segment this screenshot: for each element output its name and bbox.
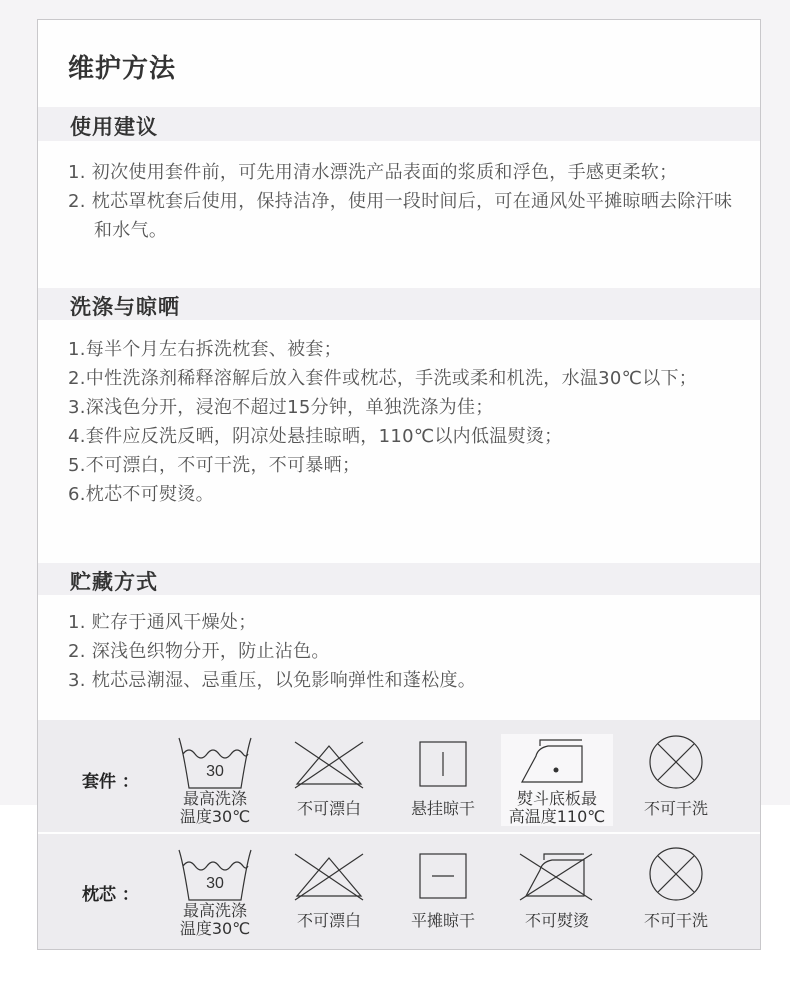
list-item: 3.深浅色分开，浸泡不超过15分钟，单独洗涤为佳； [68, 397, 494, 418]
wash-30-icon [175, 736, 255, 790]
no-dry-clean-icon [636, 846, 716, 902]
list-item: 3. 枕芯忌潮湿、忌重压，以免影响弹性和蓬松度。 [68, 670, 477, 691]
list-item: 5.不可漂白，不可干洗，不可暴晒； [68, 455, 361, 476]
symbol-no-iron [507, 850, 607, 930]
page-title: 维护方法 [68, 54, 177, 84]
symbol-iron-110 [501, 734, 613, 826]
symbol-caption: 温度30℃ [179, 919, 251, 938]
list-item: 1. 贮存于通风干燥处； [68, 612, 257, 633]
list-item: 1.每半个月左右拆洗枕套、被套； [68, 339, 342, 360]
wash-30-icon [175, 848, 255, 902]
symbol-caption: 熨斗底板最 [516, 789, 597, 808]
section-heading: 使用建议 [70, 115, 158, 139]
symbol-no-bleach [279, 738, 379, 818]
list-item: 2.中性洗涤剂稀释溶解后放入套件或枕芯，手洗或柔和机洗，水温30℃以下； [68, 368, 698, 389]
symbol-no-dry-clean [626, 846, 726, 930]
symbol-caption: 平摊晾干 [410, 911, 475, 930]
list-item: 1. 初次使用套件前，可先用清水漂洗产品表面的浆质和浮色，手感更柔软； [68, 162, 678, 183]
symbol-caption: 不可漂白 [296, 911, 361, 930]
symbol-no-dry-clean [626, 734, 726, 818]
section-heading: 贮藏方式 [70, 570, 158, 594]
symbol-wash-30 [165, 848, 265, 938]
symbol-caption: 温度30℃ [179, 807, 251, 826]
hang-dry-icon [403, 738, 483, 790]
symbol-caption: 最高洗涤 [182, 901, 247, 920]
section-header-storage [38, 563, 760, 595]
no-bleach-icon [289, 850, 369, 902]
symbol-caption: 悬挂晾干 [410, 799, 475, 818]
usage-list [68, 158, 738, 245]
symbol-no-bleach [279, 850, 379, 930]
symbol-wash-30 [165, 736, 265, 826]
list-item: 2. 枕芯罩枕套后使用，保持洁净，使用一段时间后，可在通风处平摊晾晒去除汗味和水气。 [68, 191, 733, 241]
section-heading: 洗涤与晾晒 [70, 295, 180, 319]
no-dry-clean-icon [636, 734, 716, 790]
symbol-caption: 不可干洗 [643, 799, 708, 818]
symbol-caption: 不可漂白 [296, 799, 361, 818]
storage-list [68, 608, 738, 695]
symbol-caption: 不可熨烫 [524, 911, 589, 930]
list-item: 4.套件应反洗反晒，阴凉处悬挂晾晒，110℃以内低温熨烫； [68, 426, 563, 447]
section-header-washing [38, 288, 760, 320]
symbol-hang-dry [393, 738, 493, 818]
flat-dry-icon [403, 850, 483, 902]
symbol-caption: 最高洗涤 [182, 789, 247, 808]
list-item: 2. 深浅色织物分开，防止沾色。 [68, 641, 330, 662]
list-item: 6.枕芯不可熨烫。 [68, 484, 214, 505]
row-label: 套件 ： [82, 772, 139, 792]
section-header-usage [38, 107, 760, 141]
no-iron-icon [512, 850, 602, 902]
symbol-flat-dry [393, 850, 493, 930]
care-row-set [38, 720, 760, 832]
iron-max-110-icon [512, 734, 602, 790]
symbol-caption: 不可干洗 [643, 911, 708, 930]
row-label: 枕芯 ： [82, 885, 139, 905]
wash-temp-text: 30 [206, 763, 224, 780]
care-row-pillow [38, 834, 760, 949]
symbol-caption: 高温度110℃ [508, 807, 606, 826]
wash-temp-text: 30 [206, 875, 224, 892]
care-instructions-card [37, 19, 761, 950]
washing-list [68, 335, 738, 509]
no-bleach-icon [289, 738, 369, 790]
